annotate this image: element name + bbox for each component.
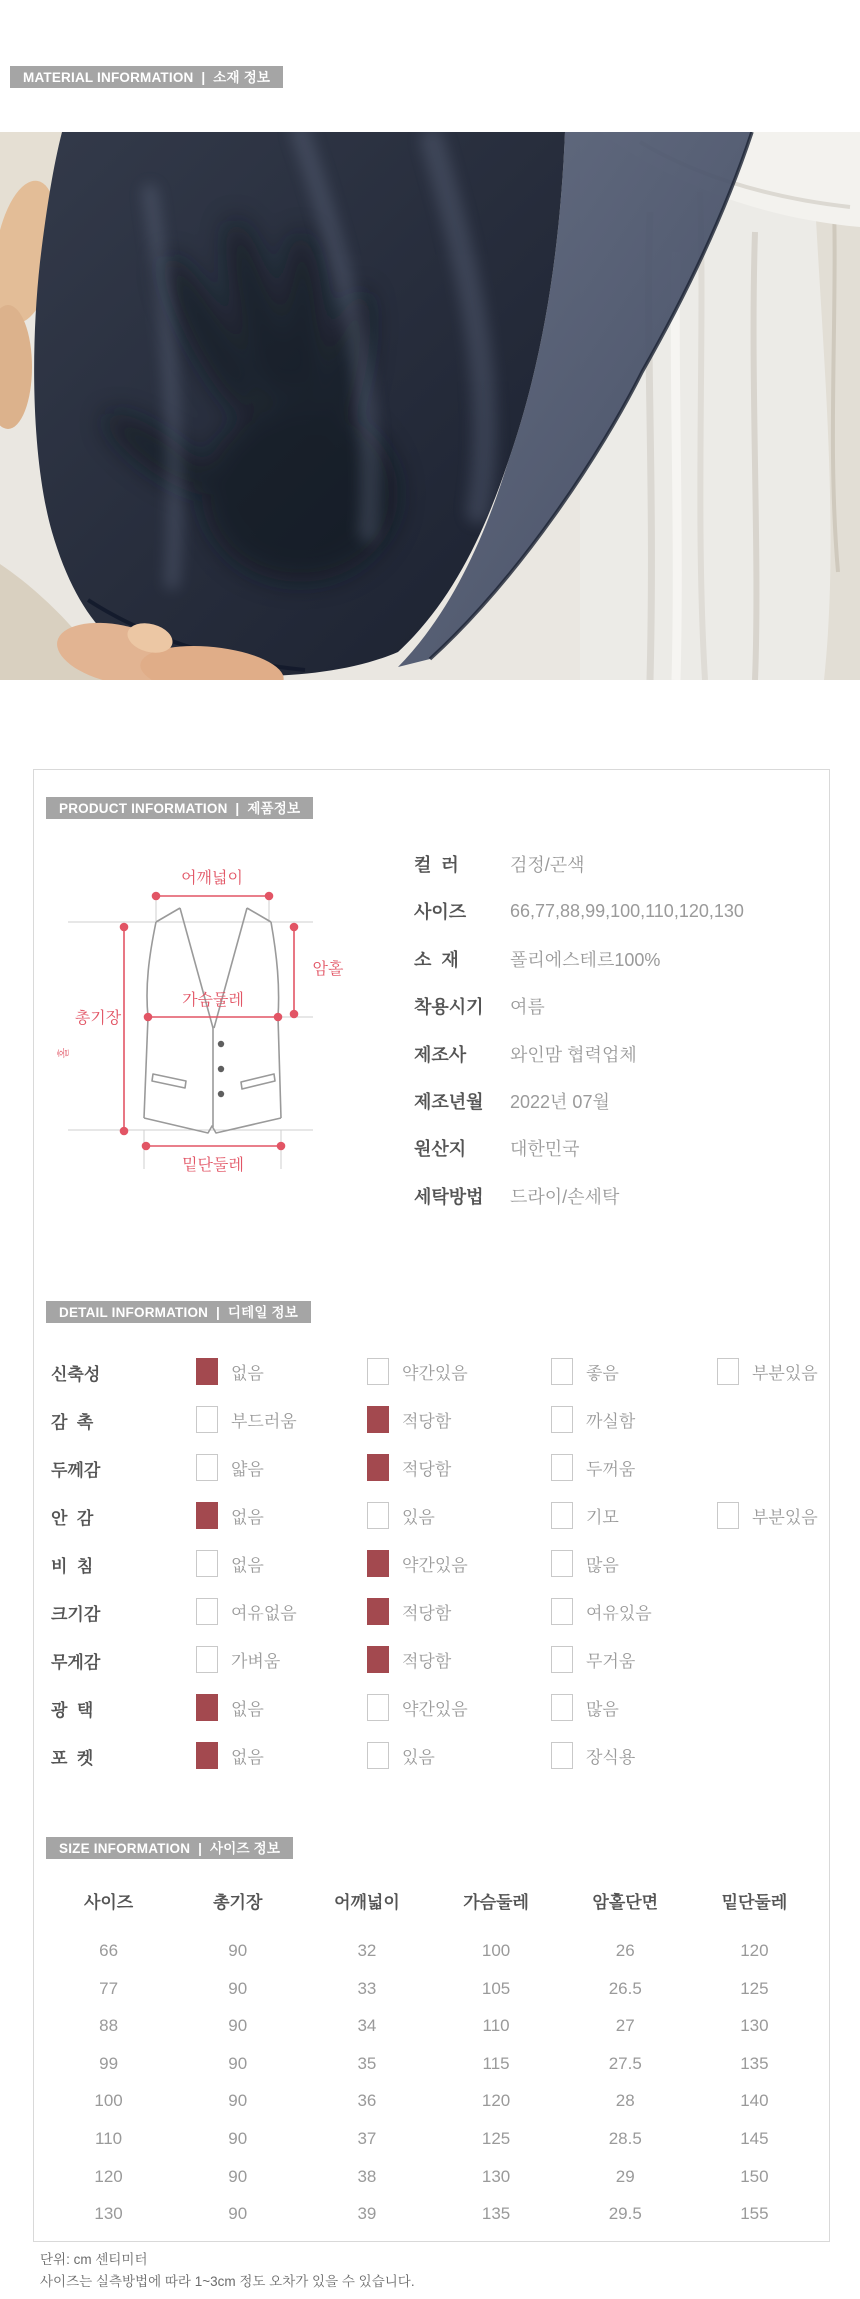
size-table-cell: 120 [740, 1941, 769, 1960]
product-info-label: 컬 러 [414, 855, 459, 875]
detail-option-label: 부분있음 [752, 1364, 818, 1383]
detail-row [51, 1358, 821, 1388]
size-table-row [44, 2126, 819, 2152]
size-table-cell: 26 [615, 1941, 635, 1960]
product-info-value: 와인맘 협력업체 [510, 1045, 637, 1065]
checkbox-empty-icon [196, 1406, 218, 1433]
material-info-header: MATERIAL INFORMATION | 소재 정보 [10, 66, 283, 88]
detail-option-label: 부드러움 [231, 1412, 297, 1431]
size-table-cell: 90 [228, 2167, 248, 2186]
detail-option-label: 없음 [231, 1364, 264, 1383]
product-info-label: 소 재 [414, 950, 459, 970]
detail-option-label: 없음 [231, 1748, 264, 1767]
size-table-cell: 27.5 [608, 2054, 642, 2073]
size-table-header-cell: 사이즈 [83, 1893, 134, 1912]
size-table-cell: 29 [615, 2167, 635, 2186]
size-table-cell: 27 [615, 2016, 635, 2035]
detail-option [196, 1358, 264, 1385]
checkbox-empty-icon [367, 1742, 389, 1769]
size-table-cell: 135 [740, 2054, 769, 2073]
detail-row [51, 1454, 821, 1484]
size-table-cell: 90 [228, 2091, 248, 2110]
size-table-row [44, 2088, 819, 2114]
detail-option-label: 많음 [586, 1700, 619, 1719]
size-table-header-cell: 총기장 [213, 1893, 263, 1912]
detail-option [367, 1358, 468, 1385]
detail-option-label: 적당함 [402, 1604, 452, 1623]
detail-option [367, 1406, 451, 1433]
total-length-label: 총기장 [74, 1010, 122, 1027]
detail-option [367, 1646, 451, 1673]
detail-option-label: 기모 [586, 1508, 619, 1527]
detail-label: 무게감 [51, 1653, 101, 1672]
product-info-label: 제조년월 [414, 1092, 484, 1112]
product-info-row [414, 946, 660, 972]
checkbox-empty-icon [551, 1502, 573, 1529]
product-photo [0, 132, 860, 680]
tolerance-note: 사이즈는 실측방법에 따라 1~3cm 정도 오차가 있을 수 있습니다. [40, 2274, 415, 2289]
checkbox-filled-icon [367, 1646, 389, 1673]
checkbox-empty-icon [551, 1646, 573, 1673]
size-table-cell: 110 [482, 2016, 510, 2035]
size-table-cell: 77 [99, 1979, 119, 1998]
vest-buttons [218, 1041, 224, 1097]
size-table-cell: 125 [481, 2129, 511, 2148]
product-info-value: 검정/곤색 [510, 855, 585, 875]
detail-option [551, 1454, 635, 1481]
size-table-cell: 90 [228, 2204, 248, 2223]
size-table-cell: 125 [740, 1979, 769, 1998]
size-info-header: SIZE INFORMATION | 사이즈 정보 [46, 1837, 293, 1859]
size-table-cell: 120 [94, 2167, 123, 2186]
size-table-header-cell: 가슴둘레 [463, 1893, 529, 1912]
vest-measure-diagram [41, 831, 401, 1191]
armhole-label: 암홀 [312, 961, 344, 978]
detail-option [196, 1646, 280, 1673]
detail-info-header: DETAIL INFORMATION | 디테일 정보 [46, 1301, 311, 1323]
detail-option-label: 적당함 [402, 1652, 452, 1671]
detail-option-label: 많음 [586, 1556, 619, 1575]
info-container [33, 769, 830, 2242]
product-info-row [414, 851, 585, 877]
size-table-cell: 88 [99, 2016, 119, 2035]
detail-row [51, 1646, 821, 1676]
size-table-cell: 90 [228, 1979, 248, 1998]
detail-option [196, 1598, 297, 1625]
detail-option-label: 까실함 [586, 1412, 636, 1431]
checkbox-empty-icon [551, 1406, 573, 1433]
hem-label: 밑단둘레 [182, 1157, 244, 1174]
size-table-cell: 34 [357, 2016, 377, 2035]
size-table-cell: 33 [357, 1979, 377, 1998]
detail-option [196, 1406, 297, 1433]
size-table-header-cell: 어깨넓이 [334, 1893, 400, 1912]
detail-row [51, 1694, 821, 1724]
size-table-cell: 115 [482, 2054, 510, 2073]
detail-option-label: 부분있음 [752, 1508, 818, 1527]
size-table-cell: 90 [228, 1941, 248, 1960]
detail-label: 포 켓 [51, 1749, 94, 1768]
detail-row [51, 1502, 821, 1532]
size-table-cell: 130 [94, 2204, 123, 2223]
detail-option-label: 적당함 [402, 1412, 452, 1431]
checkbox-empty-icon [196, 1454, 218, 1481]
product-info-label: 착용시기 [414, 997, 484, 1017]
size-table-cell: 37 [357, 2129, 377, 2148]
detail-option-label: 적당함 [402, 1460, 452, 1479]
checkbox-empty-icon [717, 1502, 739, 1529]
size-table-cell: 150 [740, 2167, 769, 2186]
size-table-cell: 155 [740, 2204, 769, 2223]
size-table-cell: 110 [95, 2129, 123, 2148]
detail-option-label: 없음 [231, 1700, 264, 1719]
product-info-row [414, 1135, 580, 1161]
checkbox-filled-icon [367, 1598, 389, 1625]
detail-option-label: 얇음 [231, 1460, 264, 1479]
detail-label: 감 촉 [51, 1413, 94, 1432]
detail-option-label: 없음 [231, 1556, 264, 1575]
size-table-cell: 130 [740, 2016, 769, 2035]
detail-option-label: 좋음 [586, 1364, 619, 1383]
detail-row [51, 1598, 821, 1628]
detail-label: 광 택 [51, 1701, 94, 1720]
size-table-row [44, 2201, 819, 2227]
detail-option [551, 1646, 635, 1673]
size-table-row [44, 2051, 819, 2077]
size-table-cell: 29.5 [608, 2204, 642, 2223]
checkbox-empty-icon [367, 1694, 389, 1721]
detail-option [551, 1598, 652, 1625]
checkbox-empty-icon [367, 1358, 389, 1385]
size-table-cell: 105 [481, 1979, 511, 1998]
detail-option-label: 장식용 [586, 1748, 636, 1767]
checkbox-empty-icon [717, 1358, 739, 1385]
checkbox-empty-icon [196, 1598, 218, 1625]
checkbox-empty-icon [551, 1598, 573, 1625]
size-table-cell: 36 [357, 2091, 377, 2110]
checkbox-empty-icon [551, 1742, 573, 1769]
size-table-cell: 28 [615, 2091, 635, 2110]
product-info-value: 여름 [510, 997, 545, 1017]
size-table-cell: 90 [228, 2016, 248, 2035]
size-table-cell: 66 [99, 1941, 119, 1960]
side-mark-label: 홀 [58, 1047, 70, 1059]
size-table-cell: 39 [357, 2204, 377, 2223]
shoulder-width-label: 어깨넓이 [181, 870, 243, 887]
checkbox-filled-icon [196, 1502, 218, 1529]
checkbox-empty-icon [551, 1694, 573, 1721]
detail-option [196, 1502, 264, 1529]
size-table-row [44, 1976, 819, 2002]
detail-option [551, 1502, 619, 1529]
detail-option [551, 1358, 619, 1385]
detail-option [367, 1742, 435, 1769]
checkbox-filled-icon [367, 1550, 389, 1577]
detail-option [196, 1742, 264, 1769]
detail-option-label: 가벼움 [231, 1652, 281, 1671]
product-info-value: 드라이/손세탁 [510, 1187, 620, 1207]
checkbox-empty-icon [551, 1550, 573, 1577]
product-info-header: PRODUCT INFORMATION | 제품정보 [46, 797, 313, 819]
checkbox-filled-icon [196, 1358, 218, 1385]
product-info-row [414, 898, 744, 924]
detail-row [51, 1742, 821, 1772]
detail-option [717, 1358, 818, 1385]
size-table-cell: 90 [228, 2129, 248, 2148]
chest-label: 가슴둘레 [182, 992, 244, 1009]
detail-option-label: 약간있음 [402, 1364, 468, 1383]
size-table-cell: 135 [481, 2204, 511, 2223]
detail-label: 두께감 [51, 1461, 101, 1480]
detail-option [196, 1454, 264, 1481]
detail-option-label: 여유없음 [231, 1604, 297, 1623]
size-table-cell: 32 [357, 1941, 377, 1960]
detail-option-label: 있음 [402, 1508, 435, 1527]
detail-option-label: 약간있음 [402, 1556, 468, 1575]
detail-label: 안 감 [51, 1509, 94, 1528]
detail-option [717, 1502, 818, 1529]
unit-note: 단위: cm 센티미터 [40, 2252, 148, 2267]
product-info-row [414, 1088, 610, 1114]
product-info-label: 제조사 [414, 1045, 467, 1065]
detail-option [367, 1694, 468, 1721]
product-info-value: 대한민국 [510, 1139, 580, 1159]
product-info-row [414, 1041, 637, 1067]
size-table-header-row [44, 1890, 819, 1916]
size-table-cell: 28.5 [608, 2129, 642, 2148]
product-info-value: 66,77,88,99,100,110,120,130 [510, 900, 744, 921]
detail-option-label: 없음 [231, 1508, 264, 1527]
product-info-value: 2022년 07월 [510, 1092, 610, 1112]
detail-label: 비 침 [51, 1557, 94, 1576]
product-info-label: 원산지 [414, 1139, 467, 1159]
size-table-cell: 100 [481, 1941, 511, 1960]
product-info-row [414, 1183, 619, 1209]
detail-option [196, 1550, 264, 1577]
product-info-row [414, 993, 545, 1019]
size-table-header-cell: 밑단둘레 [721, 1893, 788, 1912]
size-table-cell: 90 [228, 2054, 248, 2073]
detail-label: 크기감 [51, 1605, 101, 1624]
size-table-row [44, 2164, 819, 2190]
size-table-cell: 100 [94, 2091, 123, 2110]
checkbox-empty-icon [367, 1502, 389, 1529]
product-info-label: 세탁방법 [414, 1187, 484, 1207]
detail-option-label: 약간있음 [402, 1700, 468, 1719]
product-info-label: 사이즈 [414, 902, 467, 922]
checkbox-filled-icon [367, 1454, 389, 1481]
checkbox-empty-icon [551, 1454, 573, 1481]
detail-row [51, 1406, 821, 1436]
size-table-cell: 38 [357, 2167, 377, 2186]
detail-option [551, 1550, 619, 1577]
detail-option [367, 1598, 451, 1625]
size-table-cell: 145 [740, 2129, 769, 2148]
size-table-row [44, 2013, 819, 2039]
size-table-cell: 26.5 [608, 1979, 642, 1998]
detail-option-label: 두꺼움 [586, 1460, 636, 1479]
detail-option-label: 무거움 [586, 1652, 636, 1671]
checkbox-filled-icon [196, 1694, 218, 1721]
size-table-header-cell: 암홀단면 [592, 1893, 659, 1912]
size-table-cell: 99 [99, 2054, 119, 2073]
detail-option [551, 1694, 619, 1721]
detail-option-label: 여유있음 [586, 1604, 652, 1623]
checkbox-filled-icon [367, 1406, 389, 1433]
detail-label: 신축성 [51, 1365, 101, 1384]
detail-option [551, 1406, 635, 1433]
size-table-cell: 120 [481, 2091, 511, 2110]
size-table-cell: 130 [481, 2167, 511, 2186]
size-table-cell: 35 [357, 2054, 377, 2073]
checkbox-empty-icon [196, 1550, 218, 1577]
product-info-value: 폴리에스테르100% [510, 950, 661, 970]
detail-option-label: 있음 [402, 1748, 435, 1767]
checkbox-empty-icon [551, 1358, 573, 1385]
size-table-row [44, 1938, 819, 1964]
size-table-cell: 140 [740, 2091, 769, 2110]
detail-option [367, 1550, 468, 1577]
checkbox-empty-icon [196, 1646, 218, 1673]
detail-option [551, 1742, 635, 1769]
checkbox-filled-icon [196, 1742, 218, 1769]
detail-row [51, 1550, 821, 1580]
detail-option [367, 1502, 435, 1529]
detail-option [196, 1694, 264, 1721]
detail-option [367, 1454, 451, 1481]
